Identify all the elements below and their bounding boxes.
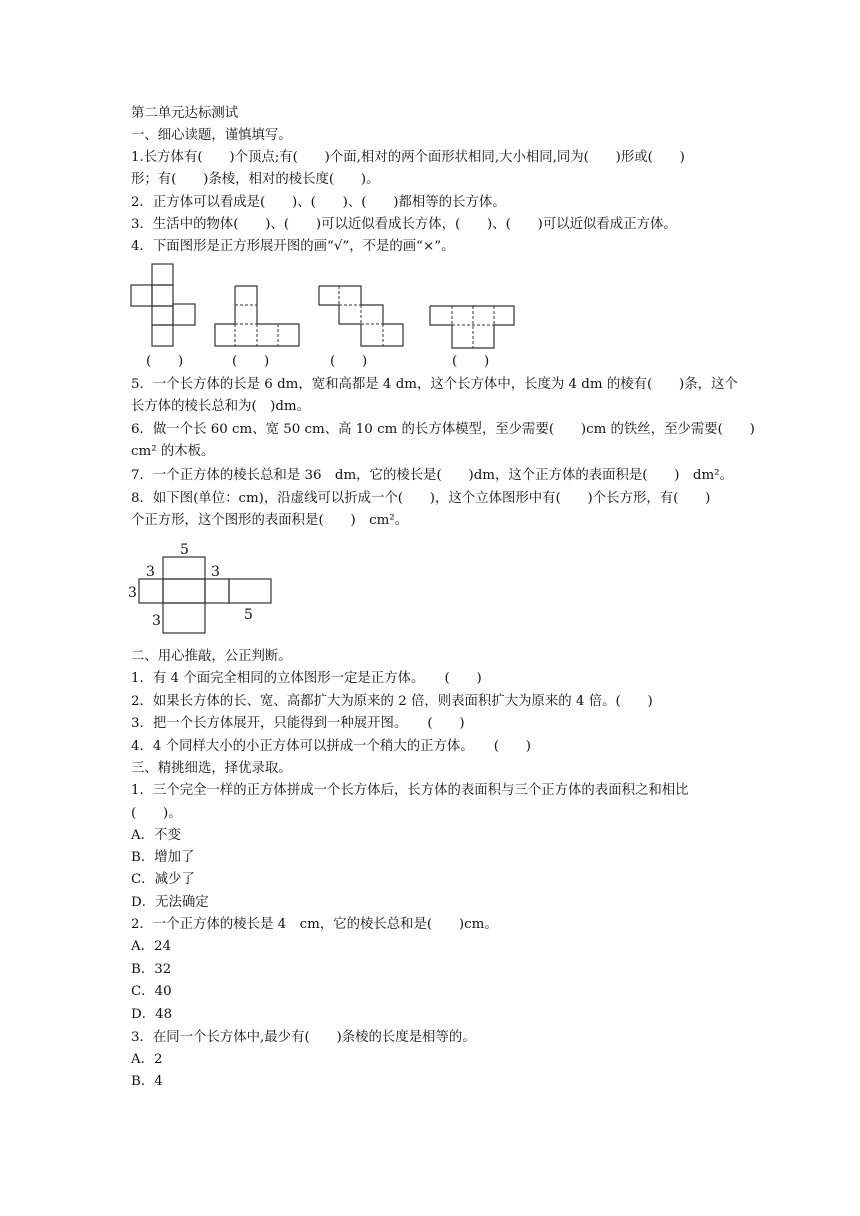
option-3-2-a: A．24 bbox=[131, 939, 172, 954]
section-1-heading: 一、细心读题，谨慎填写。 bbox=[131, 128, 292, 143]
question-2-1: 1．有 4 个面完全相同的立体图形一定是正方体。 ( ) bbox=[131, 671, 482, 686]
answer-blank-fig-1[interactable]: ( ) bbox=[146, 354, 184, 369]
question-1-1-line-2: 形；有( )条棱，相对的棱长度( )。 bbox=[131, 172, 380, 187]
cube-net-figure-4 bbox=[428, 304, 518, 350]
cube-net-figure-1 bbox=[130, 262, 200, 348]
question-3-1-line-2: ( )。 bbox=[131, 806, 182, 821]
question-1-5-line-1: 5．一个长方体的长是 6 dm，宽和高都是 4 dm，这个长方体中，长度为 4 dm 的棱有( )条，这个 bbox=[131, 377, 738, 392]
question-3-1-line-1: 1．三个完全一样的正方体拼成一个长方体后，长方体的表面积与三个正方体的表面积之和相比 bbox=[131, 783, 689, 798]
answer-blank-fig-2[interactable]: ( ) bbox=[232, 354, 270, 369]
label-mid-3: 3 bbox=[211, 564, 220, 580]
answer-blank-fig-3[interactable]: ( ) bbox=[330, 354, 368, 369]
option-3-2-b: B．32 bbox=[131, 962, 172, 977]
section-2-heading: 二、用心推敲，公正判断。 bbox=[131, 649, 292, 664]
question-2-4: 4．4 个同样大小的小正方体可以拼成一个稍大的正方体。 ( ) bbox=[131, 739, 531, 754]
cuboid-net-figure bbox=[126, 539, 276, 639]
label-bottom-3: 3 bbox=[152, 613, 161, 629]
label-left-upper-3: 3 bbox=[146, 564, 155, 580]
option-3-1-c: C．减少了 bbox=[131, 872, 195, 887]
question-2-2: 2．如果长方体的长、宽、高都扩大为原来的 2 倍，则表面积扩大为原来的 4 倍。( ) bbox=[131, 694, 653, 709]
cube-net-figure-2 bbox=[213, 284, 301, 348]
option-3-2-d: D．48 bbox=[131, 1007, 173, 1022]
question-1-6-line-1: 6．做一个长 60 cm、宽 50 cm、高 10 cm 的长方体模型，至少需要( )cm 的铁丝，至少需要( ) bbox=[131, 422, 755, 437]
option-3-3-a: A．2 bbox=[131, 1052, 163, 1067]
question-1-2: 2．正方体可以看成是( )、( )、( )都相等的长方体。 bbox=[131, 195, 506, 210]
question-1-8-line-2: 个正方形，这个图形的表面积是( ) cm²。 bbox=[131, 513, 409, 528]
label-left-3: 3 bbox=[128, 585, 137, 601]
question-1-8-line-1: 8．如下图(单位：cm)，沿虚线可以折成一个( )，这个立体图形中有( )个长方形，有( ) bbox=[131, 491, 711, 506]
option-3-3-b: B．4 bbox=[131, 1074, 163, 1089]
question-1-6-line-2: cm² 的木板。 bbox=[131, 444, 215, 459]
page-title: 第二单元达标测试 bbox=[131, 106, 239, 121]
cube-net-figure-3 bbox=[317, 284, 407, 348]
question-2-3: 3．把一个长方体展开，只能得到一种展开图。 ( ) bbox=[131, 716, 465, 731]
question-1-7: 7．一个正方体的棱长总和是 36 dm，它的棱长是( )dm，这个正方体的表面积是( ) dm²。 bbox=[131, 468, 733, 483]
question-3-2: 2．一个正方体的棱长是 4 cm，它的棱长总和是( )cm。 bbox=[131, 917, 498, 932]
section-3-heading: 三、精挑细选，择优录取。 bbox=[131, 761, 292, 776]
option-3-1-d: D．无法确定 bbox=[131, 895, 209, 910]
option-3-1-a: A．不变 bbox=[131, 828, 181, 843]
option-3-1-b: B．增加了 bbox=[131, 850, 195, 865]
question-3-3: 3．在同一个长方体中,最少有( )条棱的长度是相等的。 bbox=[131, 1030, 476, 1045]
question-1-5-line-2: 长方体的棱长总和为( )dm。 bbox=[131, 399, 311, 414]
answer-blank-fig-4[interactable]: ( ) bbox=[452, 354, 490, 369]
label-right-5: 5 bbox=[244, 607, 253, 623]
option-3-2-c: C．40 bbox=[131, 984, 172, 999]
question-1-4: 4．下面图形是正方形展开图的画“√”，不是的画“×”。 bbox=[131, 239, 455, 254]
label-top-5: 5 bbox=[180, 542, 189, 558]
question-1-3: 3．生活中的物体( )、( )可以近似看成长方体，( )、( )可以近似看成正方体。 bbox=[131, 217, 677, 232]
question-1-1-line-1: 1.长方体有( )个顶点;有( )个面,相对的两个面形状相同,大小相同,同为( )形或( ) bbox=[131, 150, 685, 165]
